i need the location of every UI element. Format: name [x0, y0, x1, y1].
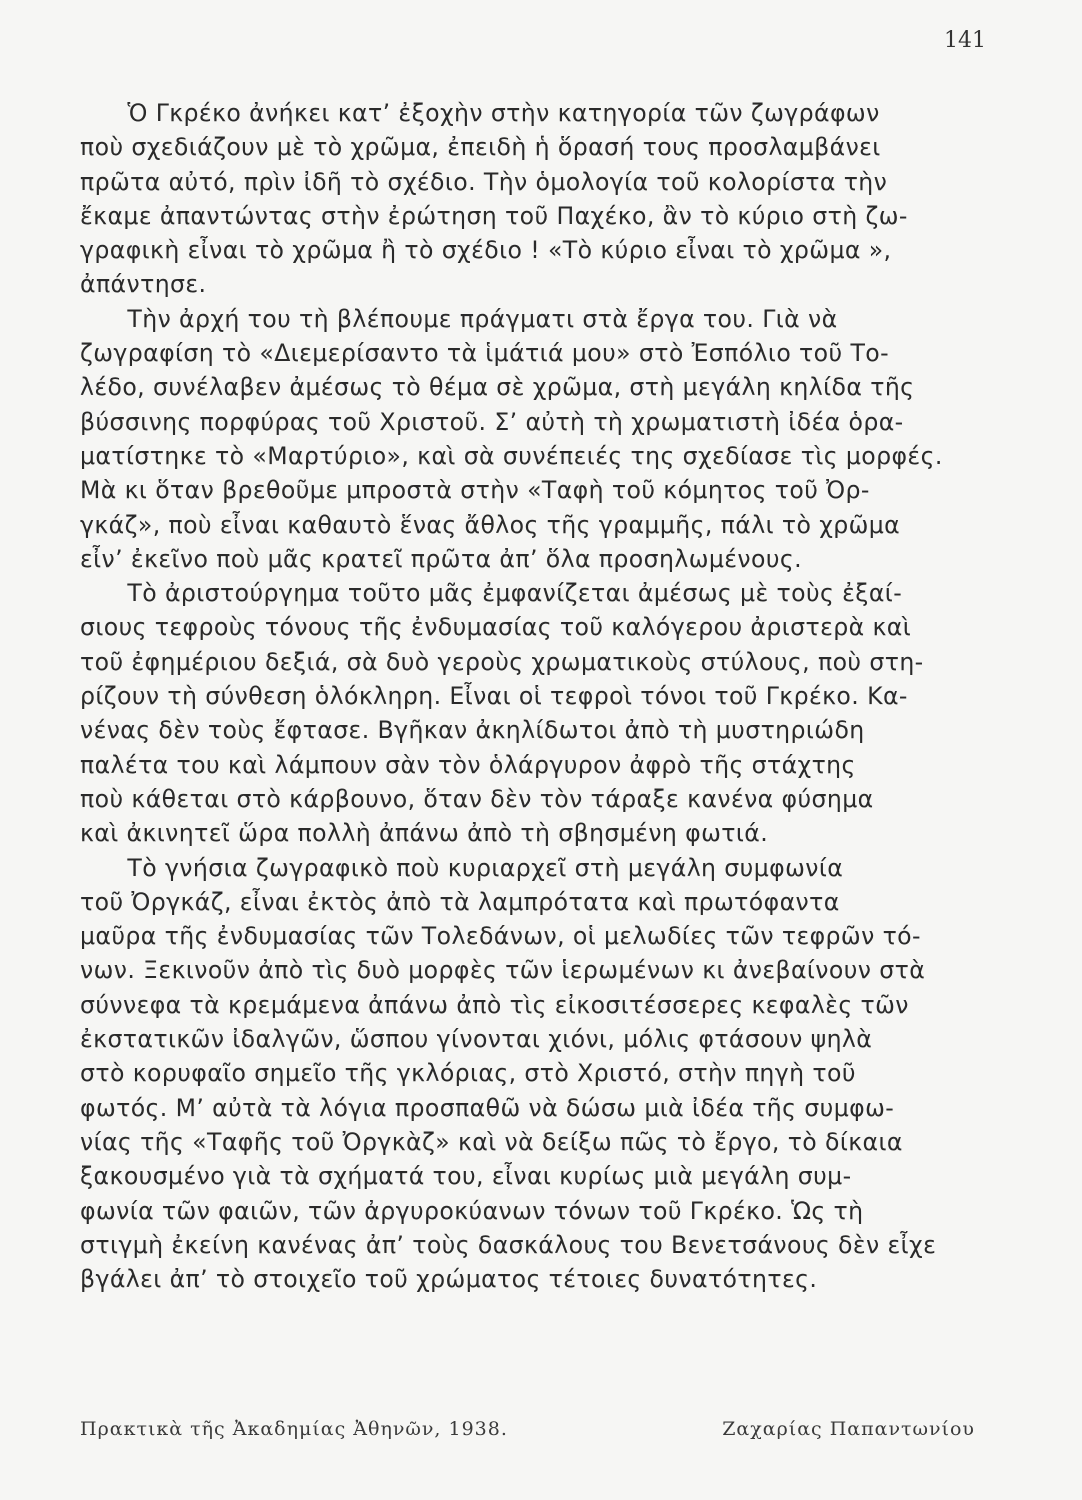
text-line: νων. Ξεκινοῦν ἀπὸ τὶς δυὸ μορφὲς τῶν ἱερωμένων κι ἀνεβαίνουν στὰ [80, 956, 926, 985]
text-line: ρίζουν τὴ σύνθεση ὁλόκληρη. Εἶναι οἱ τεφροὶ τόνοι τοῦ Γκρέκο. Κα- [80, 682, 908, 711]
text-line: σύννεφα τὰ κρεμάμενα ἀπάνω ἀπὸ τὶς εἰκοσιτέσσερες κεφαλὲς τῶν [80, 990, 909, 1019]
text-line: νίας τῆς «Ταφῆς τοῦ Ὀργκὰζ» καὶ νὰ δείξω πῶς τὸ ἔργο, τὸ δίκαια [80, 1127, 903, 1156]
text-line: Τὴν ἀρχή του τὴ βλέπουμε πράγματι στὰ ἔργα του. Γιὰ νὰ [80, 304, 838, 333]
text-line: βύσσινης πορφύρας τοῦ Χριστοῦ. Σ’ αὐτὴ τὴ χρωματιστὴ ἰδέα ὁρα- [80, 407, 904, 436]
text-line: Τὸ γνήσια ζωγραφικὸ ποὺ κυριαρχεῖ στὴ μεγάλη συμφωνία [80, 853, 844, 882]
text-line: στὸ κορυφαῖο σημεῖο τῆς γκλόριας, στὸ Χριστό, στὴν πηγὴ τοῦ [80, 1059, 856, 1088]
source-citation: Πρακτικὰ τῆς Ἀκαδημίας Ἀθηνῶν, 1938. [80, 1418, 508, 1440]
text-line: πρῶτα αὐτό, πρὶν ἰδῆ τὸ σχέδιο. Τὴν ὁμολογία τοῦ κολορίστα τὴν [80, 167, 888, 196]
text-line: φωνία τῶν φαιῶν, τῶν ἀργυροκύανων τόνων τοῦ Γκρέκο. Ὡς τὴ [80, 1196, 864, 1225]
body-text [80, 96, 975, 1296]
page-number: 141 [944, 28, 986, 53]
text-line: τοῦ Ὀργκάζ, εἶναι ἐκτὸς ἀπὸ τὰ λαμπρότατα καὶ πρωτόφαντα [80, 887, 840, 916]
text-line: ζωγραφίση τὸ «Διεμερίσαντο τὰ ἱμάτιά μου» στὸ Ἐσπόλιο τοῦ Το- [80, 339, 890, 368]
text-line: γκάζ», ποὺ εἶναι καθαυτὸ ἕνας ἄθλος τῆς γραμμῆς, πάλι τὸ χρῶμα [80, 510, 901, 539]
text-line: Ὁ Γκρέκο ἀνήκει κατ’ ἐξοχὴν στὴν κατηγορία τῶν ζωγράφων [80, 99, 880, 127]
text-line: ἀπάντησε. [80, 270, 207, 299]
text-line: στιγμὴ ἐκείνη κανένας ἀπ’ τοὺς δασκάλους του Βενετσάνους δὲν εἶχε [80, 1230, 937, 1259]
text-line: καὶ ἀκινητεῖ ὥρα πολλὴ ἀπάνω ἀπὸ τὴ σβησμένη φωτιά. [80, 819, 769, 848]
text-line: τοῦ ἐφημέριου δεξιά, σὰ δυὸ γεροὺς χρωματικοὺς στύλους, ποὺ στη- [80, 647, 924, 676]
author-signature: Ζαχαρίας Παπαντωνίου [722, 1418, 975, 1440]
text-line: Τὸ ἀριστούργημα τοῦτο μᾶς ἐμφανίζεται ἀμέσως μὲ τοὺς ἐξαί- [80, 579, 903, 608]
text-line: εἶν’ ἐκεῖνο ποὺ μᾶς κρατεῖ πρῶτα ἀπ’ ὅλα προσηλωμένους. [80, 544, 803, 573]
text-line: ποὺ κάθεται στὸ κάρβουνο, ὅταν δὲν τὸν τάραξε κανένα φύσημα [80, 784, 874, 813]
text-line: βγάλει ἀπ’ τὸ στοιχεῖο τοῦ χρώματος τέτοιες δυνατότητες. [80, 1265, 818, 1294]
text-line: Μὰ κι ὅταν βρεθοῦμε μπροστὰ στὴν «Ταφὴ τοῦ κόμητος τοῦ Ὀρ- [80, 476, 870, 505]
text-line: ἐκστατικῶν ἰδαλγῶν, ὥσπου γίνονται χιόνι, μόλις φτάσουν ψηλὰ [80, 1025, 873, 1054]
text-line: ξακουσμένο γιὰ τὰ σχήματά του, εἶναι κυρίως μιὰ μεγάλη συμ- [80, 1162, 852, 1191]
text-line: γραφικὴ εἶναι τὸ χρῶμα ἢ τὸ σχέδιο ! «Τὸ κύριο εἶναι τὸ χρῶμα », [80, 236, 892, 265]
text-line: λέδο, συνέλαβεν ἀμέσως τὸ θέμα σὲ χρῶμα, στὴ μεγάλη κηλίδα τῆς [80, 373, 915, 402]
text-line: φωτός. Μ’ αὐτὰ τὰ λόγια προσπαθῶ νὰ δώσω μιὰ ἰδέα τῆς συμφω- [80, 1093, 895, 1122]
text-line: νένας δὲν τοὺς ἔφτασε. Βγῆκαν ἀκηλίδωτοι ἀπὸ τὴ μυστηριώδη [80, 716, 865, 745]
text-line: ἔκαμε ἀπαντώντας στὴν ἐρώτηση τοῦ Παχέκο, ἂν τὸ κύριο στὴ ζω- [80, 201, 908, 230]
text-line: ματίστηκε τὸ «Μαρτύριο», καὶ σὰ συνέπειές της σχεδίασε τὶς μορφές. [80, 441, 943, 470]
text-line: παλέτα του καὶ λάμπουν σὰν τὸν ὁλάργυρον ἀφρὸ τῆς στάχτης [80, 750, 856, 779]
text-line: μαῦρα τῆς ἐνδυμασίας τῶν Τολεδάνων, οἱ μελωδίες τῶν τεφρῶν τό- [80, 922, 921, 951]
text-line: σιους τεφροὺς τόνους τῆς ἐνδυμασίας τοῦ καλόγερου ἀριστερὰ καὶ [80, 613, 912, 642]
text-line: ποὺ σχεδιάζουν μὲ τὸ χρῶμα, ἐπειδὴ ἡ ὅρασή τους προσλαμβάνει [80, 133, 881, 162]
